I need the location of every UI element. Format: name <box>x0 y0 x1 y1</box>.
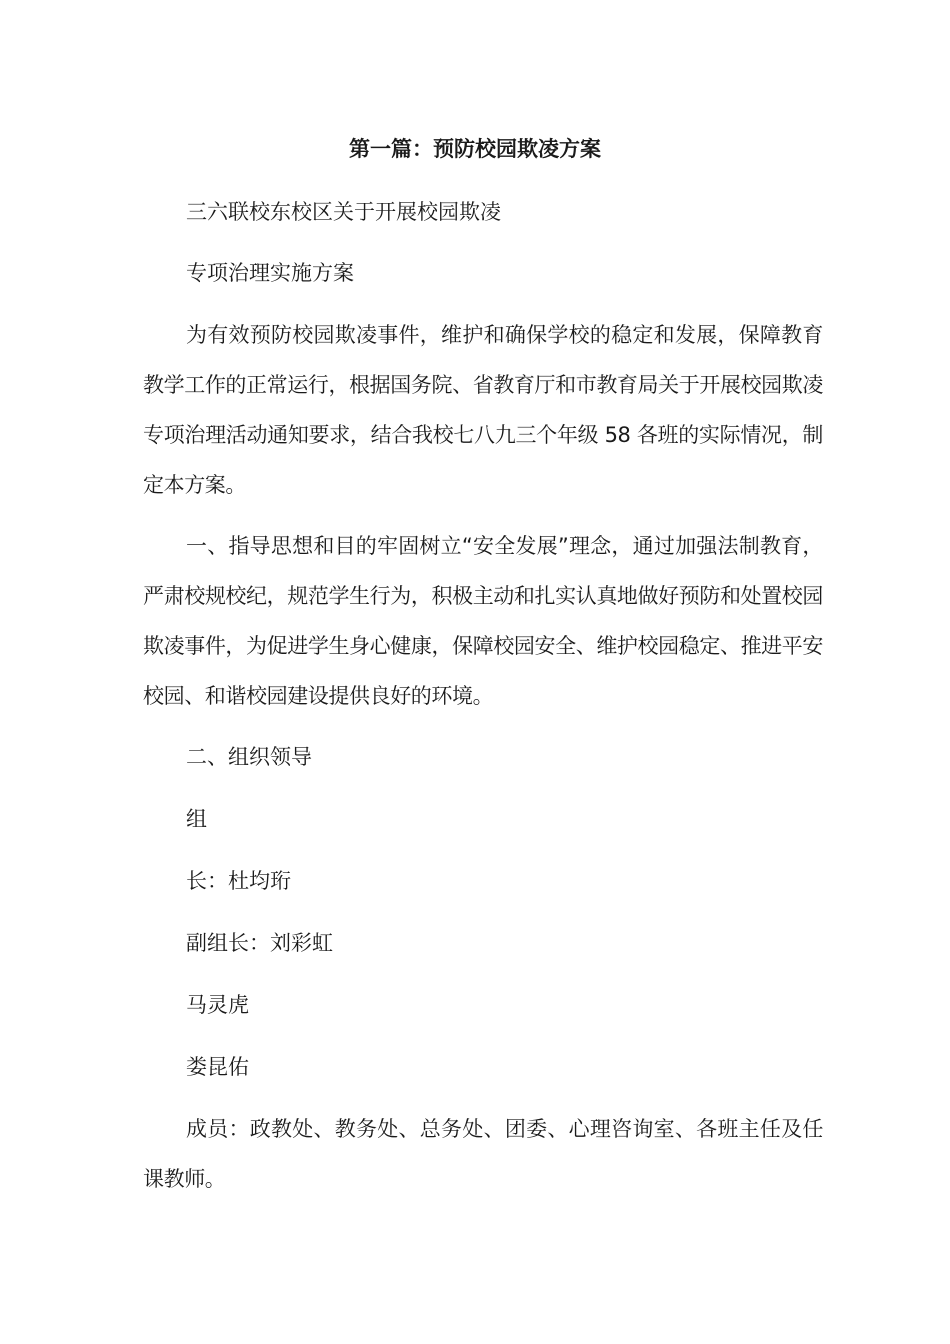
paragraph-group-label: 组 <box>186 807 207 831</box>
document-title: 第一篇：预防校园欺凌方案 <box>349 137 601 161</box>
paragraph-section-2-heading: 二、组织领导 <box>186 745 312 769</box>
paragraph-intro: 为有效预防校园欺凌事件，维护和确保学校的稳定和发展，保障教育教学工作的正常运行，根据国务院、省教育厅和市教育局关于开展校园欺凌专项治理活动通知要求，结合我校七八九三个年级 58 各班的实际情况，制定本方案。 <box>143 323 823 497</box>
paragraph-heading-line-1: 三六联校东校区关于开展校园欺凌 <box>186 200 501 224</box>
paragraph-deputy-leader: 副组长：刘彩虹 <box>186 931 333 955</box>
paragraph-section-1: 一、指导思想和目的牢固树立“安全发展”理念，通过加强法制教育，严肃校规校纪，规范学生行为，积极主动和扎实认真地做好预防和处置校园欺凌事件，为促进学生身心健康，保障校园安全、维护校园稳定、推进平安校园、和谐校园建设提供良好的环境。 <box>143 534 823 708</box>
paragraph-heading-line-2: 专项治理实施方案 <box>186 261 354 285</box>
paragraph-members: 成员：政教处、教务处、总务处、团委、心理咨询室、各班主任及任课教师。 <box>143 1117 823 1191</box>
paragraph-deputy-member-2: 娄昆佑 <box>186 1055 249 1079</box>
paragraph-group-leader: 长：杜均珩 <box>186 869 291 893</box>
paragraph-deputy-member-1: 马灵虎 <box>186 993 249 1017</box>
